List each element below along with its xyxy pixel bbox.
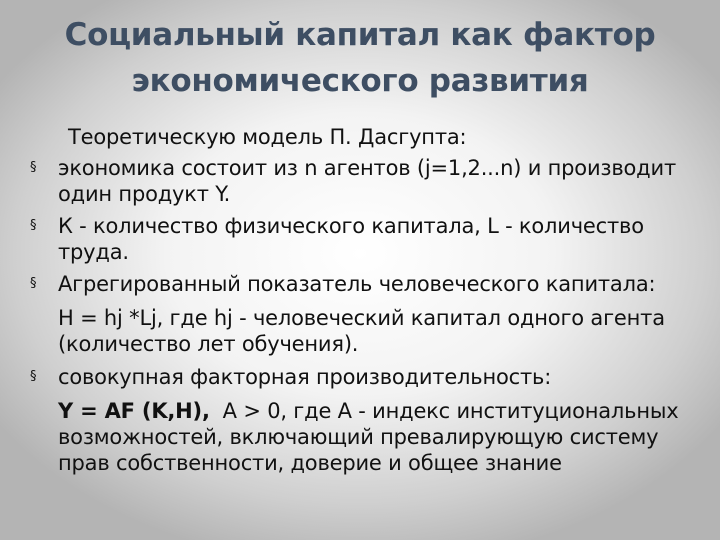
- bullet-2-line-2: труда.: [58, 240, 129, 264]
- bullet-icon: §: [30, 276, 37, 291]
- title-line-1: Социальный капитал как фактор: [64, 17, 656, 53]
- formula-text: Y = AF (K,H),: [58, 399, 210, 423]
- bullet-3-line-2: H = hj *Lj, где hj - человеческий капитал одного агента: [58, 306, 665, 330]
- bullet-4-line-1: совокупная факторная производительность:: [58, 365, 552, 389]
- bullet-icon: §: [30, 369, 37, 384]
- bullet-2-line-1: К - количество физического капитала, L - количество: [58, 214, 644, 238]
- bullet-icon: §: [30, 160, 37, 175]
- intro-text: Теоретическую модель П. Дасгупта:: [68, 125, 467, 149]
- bullet-4-line-3: возможностей, включающий превалирующую систему: [58, 425, 659, 449]
- title-line-2: экономического развития: [131, 63, 589, 99]
- bullet-icon: §: [30, 218, 37, 233]
- bullet-3-line-3: (количество лет обучения).: [58, 332, 359, 356]
- bullet-4-line-2: [58, 398, 678, 424]
- bullet-4-line-4: прав собственности, доверие и общее знание: [58, 451, 562, 475]
- bullet-1-line-1: экономика состоит из n агентов (j=1,2...n) и производит: [58, 156, 676, 180]
- bullet-3-line-1: Агрегированный показатель человеческого капитала:: [58, 272, 656, 296]
- formula-description: A > 0, где A - индекс институциональных: [209, 399, 679, 423]
- bullet-1-line-2: один продукт Y.: [58, 182, 231, 206]
